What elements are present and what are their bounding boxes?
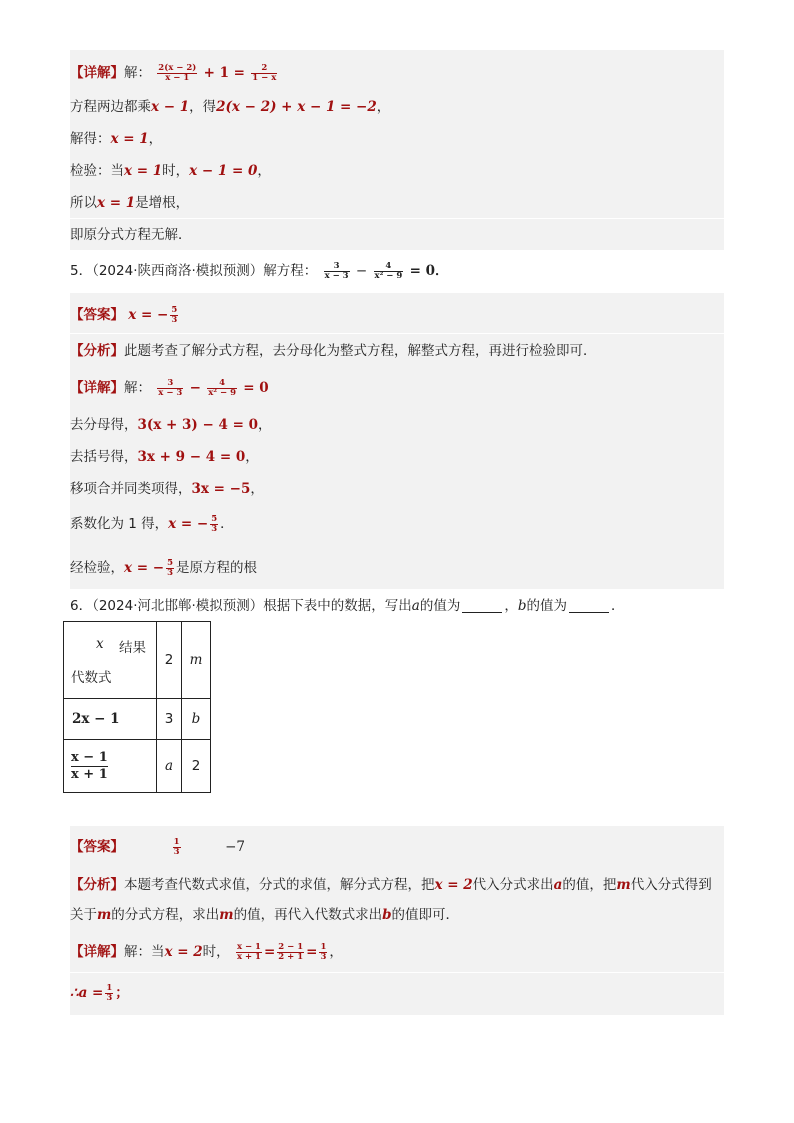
detail-line: 【详解】解：当x = 2时， $\frac{x - 1}{x + 1}$ = $\frac{2 - 1}{2 + 1}$ = $\frac{1}{3}$ ， xyxy=(70,941,343,962)
table-row xyxy=(64,622,211,699)
fraction: $\frac{2(x - 2)}{x - 1}$ xyxy=(158,62,197,83)
table-row xyxy=(64,699,211,740)
fraction: $\frac{3}{x - 3}$ xyxy=(158,377,183,398)
table-cell: m xyxy=(182,622,211,699)
fraction: $\frac{x - 1}{x + 1}$ xyxy=(236,941,261,962)
step-line: 解得：x = 1， xyxy=(70,131,163,147)
table-cell: 3 xyxy=(157,699,182,740)
answer-line: 【答案】 x = − $\frac{5}{3}$ xyxy=(70,304,178,325)
table-cell: a xyxy=(157,740,182,793)
step-line: 检验：当x = 1时，x − 1 = 0， xyxy=(70,163,271,179)
fraction: $\frac{4}{\text{x² − 9}}$ xyxy=(374,260,403,281)
detail-line: 【详解】解： $\frac{2(x - 2)}{x - 1}$ + 1 = $\frac{2}{1 - x}$ xyxy=(70,62,277,83)
answer-tag: 【答案】 xyxy=(70,307,124,323)
data-table xyxy=(63,621,211,793)
detail-tag: 【详解】 xyxy=(70,380,124,396)
fraction: $\frac{2}{1 - x}$ xyxy=(252,62,277,83)
answer-blank-b[interactable] xyxy=(569,600,609,613)
table-cell: 2 xyxy=(157,622,182,699)
table-cell: b xyxy=(182,699,211,740)
step-line: 方程两边都乘x − 1，得2(x − 2) + x − 1 = −2， xyxy=(70,99,391,115)
analysis-line: 【分析】此题考查了解分式方程，去分母化为整式方程，解整式方程，再进行检验即可． xyxy=(70,343,597,359)
fraction: $\frac{5}{3}$ xyxy=(167,557,173,578)
detail-tag: 【详解】 xyxy=(70,65,124,81)
step-line: 系数化为 1 得，x = − $\frac{5}{3}$ ． xyxy=(70,513,234,534)
analysis-line: 关于m的分式方程，求出m的值，再代入代数式求出b的值即可． xyxy=(70,907,460,923)
answer-line: 【答案】 $\frac{1}{3}$ −7 xyxy=(70,836,246,857)
table-row xyxy=(64,740,211,793)
analysis-tag: 【分析】 xyxy=(70,343,124,359)
fraction: $\frac{1}{3}$ xyxy=(320,941,327,962)
question-5: 5．（2024·陕西商洛·模拟预测）解方程： $\frac{3}{x - 3}$ − $\frac{4}{\text{x² − 9}}$ = 0． xyxy=(70,260,449,281)
detail-line: 【详解】解： $\frac{3}{x - 3}$ − $\frac{4}{\text{x² − 9}}$ = 0 xyxy=(70,377,269,398)
table-cell: 2 xyxy=(182,740,211,793)
fraction: $\frac{1}{3}$ xyxy=(106,982,113,1003)
fraction: $\frac{3}{x - 3}$ xyxy=(324,260,349,281)
fraction: $\frac{4}{\text{x² − 9}}$ xyxy=(208,377,236,398)
table-cell: $\frac{x - 1}{x + 1}$ xyxy=(64,740,157,793)
solution-block-2 xyxy=(70,293,724,589)
step-line: 移项合并同类项得，3x = −5， xyxy=(70,481,264,497)
question-6: 6．（2024·河北邯郸·模拟预测）根据下表中的数据，写出a的值为 ，b的值为 ． xyxy=(70,598,625,614)
step-line: 所以x = 1是增根， xyxy=(70,195,190,211)
divider xyxy=(70,218,724,219)
fraction: $\frac{1}{3}$ xyxy=(173,836,180,857)
fraction: $\frac{2 - 1}{2 + 1}$ xyxy=(278,941,304,962)
divider xyxy=(70,972,724,973)
analysis-tag: 【分析】 xyxy=(70,877,124,893)
analysis-line: 【分析】本题考查代数式求值，分式的求值，解分式方程，把x = 2代入分式求出a的值，把m代入分式得到 xyxy=(70,877,712,893)
solution-block-1 xyxy=(70,50,724,250)
table-cell: 2x − 1 xyxy=(64,699,157,740)
answer-tag: 【答案】 xyxy=(70,839,124,855)
detail-tag: 【详解】 xyxy=(70,944,124,960)
step-line: 即原分式方程无解． xyxy=(70,227,192,243)
fraction: $\frac{5}{3}$ xyxy=(171,304,178,325)
step-line: 经检验，x = − $\frac{5}{3}$ 是原方程的根 xyxy=(70,557,257,578)
fraction: $\frac{5}{3}$ xyxy=(211,513,218,534)
step-line: 去分母得，3(x + 3) − 4 = 0， xyxy=(70,417,272,433)
solution-block-3 xyxy=(70,826,724,1015)
header-cell: x 结果 代数式 xyxy=(64,622,157,699)
answer-blank-a[interactable] xyxy=(462,600,502,613)
step-line: ∴a = $\frac{1}{3}$ ； xyxy=(70,982,129,1003)
step-line: 去括号得，3x + 9 − 4 = 0， xyxy=(70,449,259,465)
divider xyxy=(70,333,724,334)
